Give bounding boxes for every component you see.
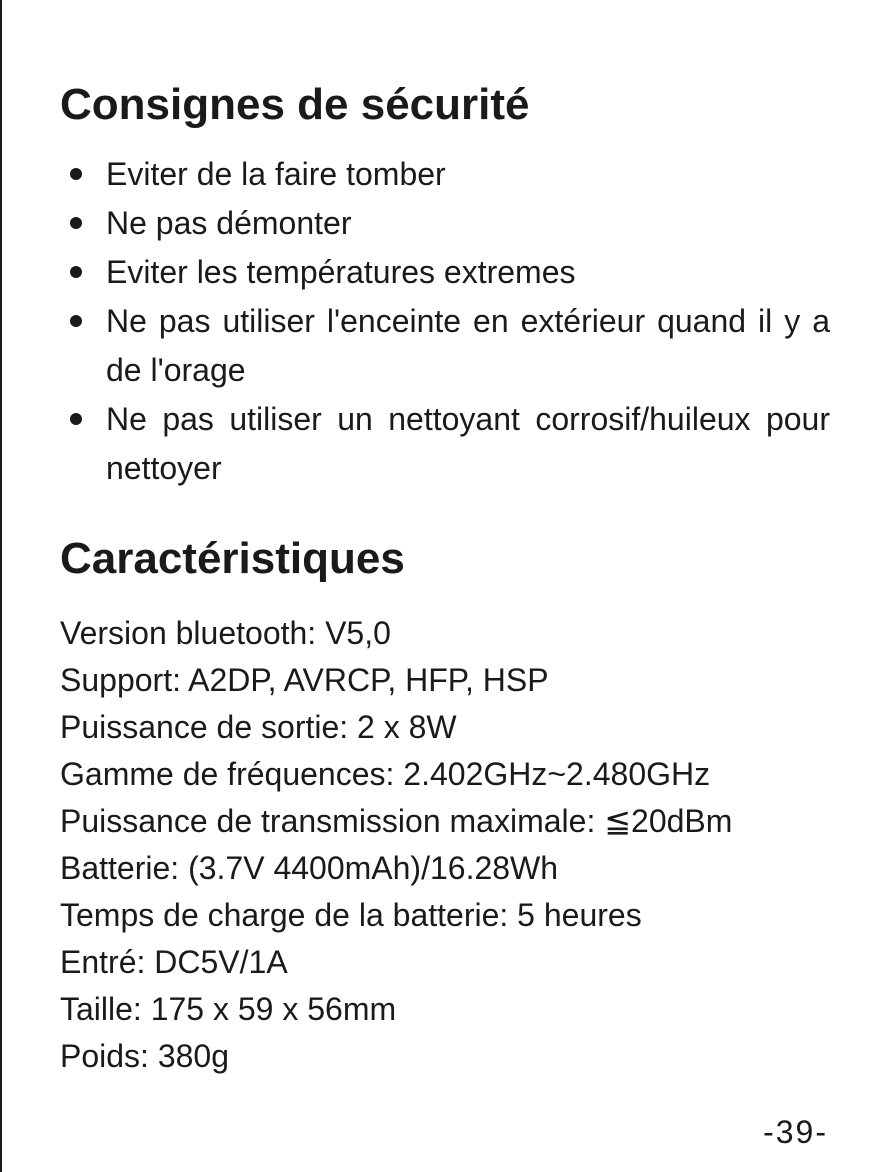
bullet-icon	[70, 266, 82, 278]
spec-line: Puissance de sortie: 2 x 8W	[60, 709, 457, 745]
safety-item-text: Ne pas utiliser l'enceinte en extérieur quand il y a de l'orage	[106, 303, 830, 388]
safety-item-text: Ne pas démonter	[106, 205, 352, 241]
spec-line: Entré: DC5V/1A	[60, 944, 288, 980]
safety-item-text: Ne pas utiliser un nettoyant corrosif/huileux pour nettoyer	[106, 401, 830, 486]
bullet-icon	[70, 315, 82, 327]
safety-heading: Consignes de sécurité	[60, 80, 530, 129]
spec-line: Poids: 380g	[60, 1038, 230, 1074]
spec-line: Support: A2DP, AVRCP, HFP, HSP	[60, 662, 549, 698]
spec-line: Puissance de transmission maximale: ≦20dBm	[60, 803, 733, 839]
specs-list	[60, 610, 840, 1080]
safety-item-text: Eviter de la faire tomber	[106, 156, 446, 192]
bullet-icon	[70, 168, 82, 180]
safety-item	[60, 150, 830, 199]
safety-item	[60, 395, 830, 493]
bullet-icon	[70, 217, 82, 229]
spec-line: Gamme de fréquences: 2.402GHz~2.480GHz	[60, 756, 711, 792]
left-border-rule	[0, 0, 2, 1172]
safety-list	[60, 150, 830, 493]
safety-item	[60, 199, 830, 248]
safety-item	[60, 248, 830, 297]
spec-line: Taille: 175 x 59 x 56mm	[60, 991, 397, 1027]
specs-heading: Caractéristiques	[60, 534, 405, 583]
page-number: -39-	[763, 1114, 828, 1150]
bullet-icon	[70, 413, 82, 425]
spec-line: Temps de charge de la batterie: 5 heures	[60, 897, 642, 933]
spec-line: Batterie: (3.7V 4400mAh)/16.28Wh	[60, 850, 559, 886]
spec-line: Version bluetooth: V5,0	[60, 615, 391, 651]
safety-item	[60, 297, 830, 395]
safety-item-text: Eviter les températures extremes	[106, 254, 576, 290]
